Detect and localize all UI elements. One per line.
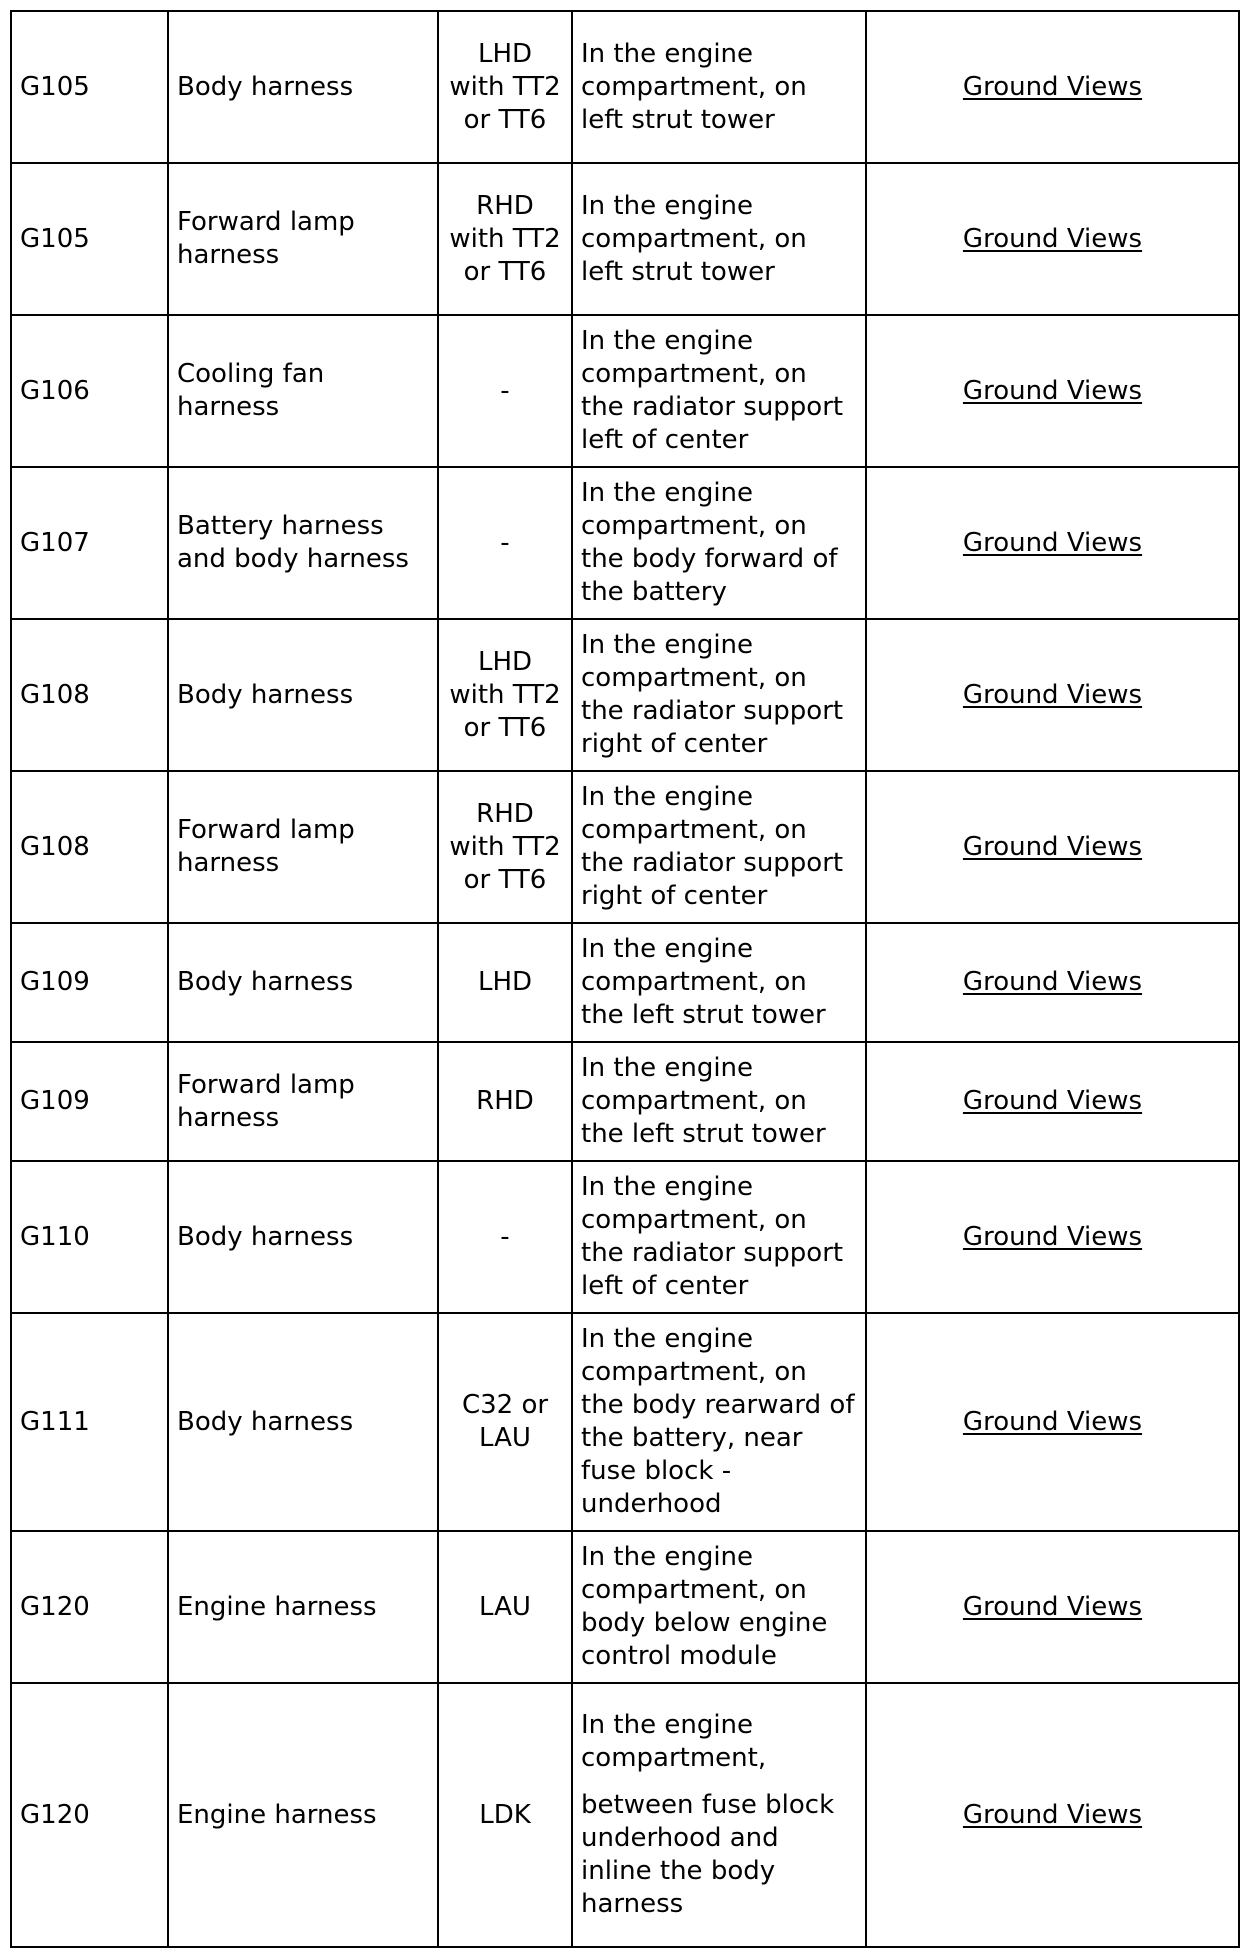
ground-views-link[interactable]: Ground Views xyxy=(962,1221,1143,1252)
ground-id-cell: G106 xyxy=(11,315,168,467)
location-cell xyxy=(572,1683,866,1947)
location-text: between fuse block underhood and inline the body harness xyxy=(581,1790,835,1919)
location-text: In the engine compartment, on the radiator support left of center xyxy=(581,326,844,455)
table-row xyxy=(11,1313,1239,1531)
table-row xyxy=(11,315,1239,467)
table-row xyxy=(11,923,1239,1042)
location-text: In the engine compartment, xyxy=(581,1710,767,1773)
ground-views-link[interactable]: Ground Views xyxy=(962,679,1143,710)
location-text: In the engine compartment, on left strut tower xyxy=(581,38,807,135)
harness-cell: Body harness xyxy=(168,11,438,163)
ground-views-link[interactable]: Ground Views xyxy=(962,71,1143,102)
location-text: In the engine compartment, on the body forward of the battery xyxy=(581,478,838,607)
location-cell xyxy=(572,1042,866,1161)
harness-cell: Body harness xyxy=(168,619,438,771)
option-cell: RHD with TT2 or TT6 xyxy=(438,163,572,315)
option-cell: RHD with TT2 or TT6 xyxy=(438,771,572,923)
table-body xyxy=(11,11,1239,1947)
harness-cell: Body harness xyxy=(168,1161,438,1313)
table-row xyxy=(11,1683,1239,1947)
ground-id-cell: G120 xyxy=(11,1531,168,1683)
location-cell xyxy=(572,923,866,1042)
view-cell xyxy=(866,923,1239,1042)
table-row xyxy=(11,771,1239,923)
view-cell xyxy=(866,771,1239,923)
ground-id-cell: G108 xyxy=(11,619,168,771)
harness-cell: Engine harness xyxy=(168,1683,438,1947)
view-cell xyxy=(866,315,1239,467)
location-text: In the engine compartment, on left strut tower xyxy=(581,190,807,287)
ground-id-cell: G108 xyxy=(11,771,168,923)
harness-cell: Body harness xyxy=(168,1313,438,1531)
location-text: In the engine compartment, on the radiator support right of center xyxy=(581,630,844,759)
location-text: In the engine compartment, on body below engine control module xyxy=(581,1542,828,1671)
ground-id-cell: G111 xyxy=(11,1313,168,1531)
ground-id-cell: G110 xyxy=(11,1161,168,1313)
ground-locations-table xyxy=(10,10,1240,1948)
harness-cell: Cooling fan harness xyxy=(168,315,438,467)
location-cell xyxy=(572,467,866,619)
location-cell xyxy=(572,1161,866,1313)
ground-id-cell: G109 xyxy=(11,923,168,1042)
view-cell xyxy=(866,467,1239,619)
location-text: In the engine compartment, on the radiator support left of center xyxy=(581,1172,844,1301)
option-cell: LHD with TT2 or TT6 xyxy=(438,11,572,163)
option-cell: LHD xyxy=(438,923,572,1042)
view-cell xyxy=(866,1683,1239,1947)
ground-id-cell: G105 xyxy=(11,11,168,163)
harness-cell: Forward lamp harness xyxy=(168,1042,438,1161)
location-cell xyxy=(572,11,866,163)
view-cell xyxy=(866,1161,1239,1313)
harness-cell: Body harness xyxy=(168,923,438,1042)
ground-views-link[interactable]: Ground Views xyxy=(962,527,1143,558)
location-text: In the engine compartment, on the body rearward of the battery, near fuse block - underhood xyxy=(581,1324,855,1519)
view-cell xyxy=(866,1531,1239,1683)
table-row xyxy=(11,1161,1239,1313)
option-cell: - xyxy=(438,467,572,619)
harness-cell: Forward lamp harness xyxy=(168,771,438,923)
ground-id-cell: G109 xyxy=(11,1042,168,1161)
harness-cell: Battery harness and body harness xyxy=(168,467,438,619)
location-text: In the engine compartment, on the radiator support right of center xyxy=(581,782,844,911)
ground-id-cell: G105 xyxy=(11,163,168,315)
ground-views-link[interactable]: Ground Views xyxy=(962,967,1143,997)
view-cell xyxy=(866,619,1239,771)
ground-id-cell: G107 xyxy=(11,467,168,619)
ground-views-link[interactable]: Ground Views xyxy=(962,1591,1143,1622)
ground-views-link[interactable]: Ground Views xyxy=(962,1799,1143,1830)
location-cell xyxy=(572,619,866,771)
harness-cell: Forward lamp harness xyxy=(168,163,438,315)
location-text: In the engine compartment, on the left strut tower xyxy=(581,1053,826,1149)
ground-views-link[interactable]: Ground Views xyxy=(962,831,1143,862)
option-cell: LHD with TT2 or TT6 xyxy=(438,619,572,771)
table-row xyxy=(11,163,1239,315)
ground-views-link[interactable]: Ground Views xyxy=(962,223,1143,254)
location-cell xyxy=(572,1313,866,1531)
option-cell: LDK xyxy=(438,1683,572,1947)
table-row xyxy=(11,619,1239,771)
location-cell xyxy=(572,771,866,923)
table-row xyxy=(11,1042,1239,1161)
location-text: In the engine compartment, on the left strut tower xyxy=(581,934,826,1030)
table-row xyxy=(11,11,1239,163)
ground-id-cell: G120 xyxy=(11,1683,168,1947)
option-cell: LAU xyxy=(438,1531,572,1683)
location-cell xyxy=(572,1531,866,1683)
option-cell: - xyxy=(438,1161,572,1313)
ground-views-link[interactable]: Ground Views xyxy=(962,1406,1143,1437)
option-cell: C32 or LAU xyxy=(438,1313,572,1531)
view-cell xyxy=(866,163,1239,315)
table-row xyxy=(11,467,1239,619)
option-cell: RHD xyxy=(438,1042,572,1161)
option-cell: - xyxy=(438,315,572,467)
view-cell xyxy=(866,1042,1239,1161)
location-cell xyxy=(572,163,866,315)
location-cell xyxy=(572,315,866,467)
ground-views-link[interactable]: Ground Views xyxy=(962,375,1143,406)
ground-views-link[interactable]: Ground Views xyxy=(962,1086,1143,1116)
table-row xyxy=(11,1531,1239,1683)
harness-cell: Engine harness xyxy=(168,1531,438,1683)
view-cell xyxy=(866,11,1239,163)
view-cell xyxy=(866,1313,1239,1531)
